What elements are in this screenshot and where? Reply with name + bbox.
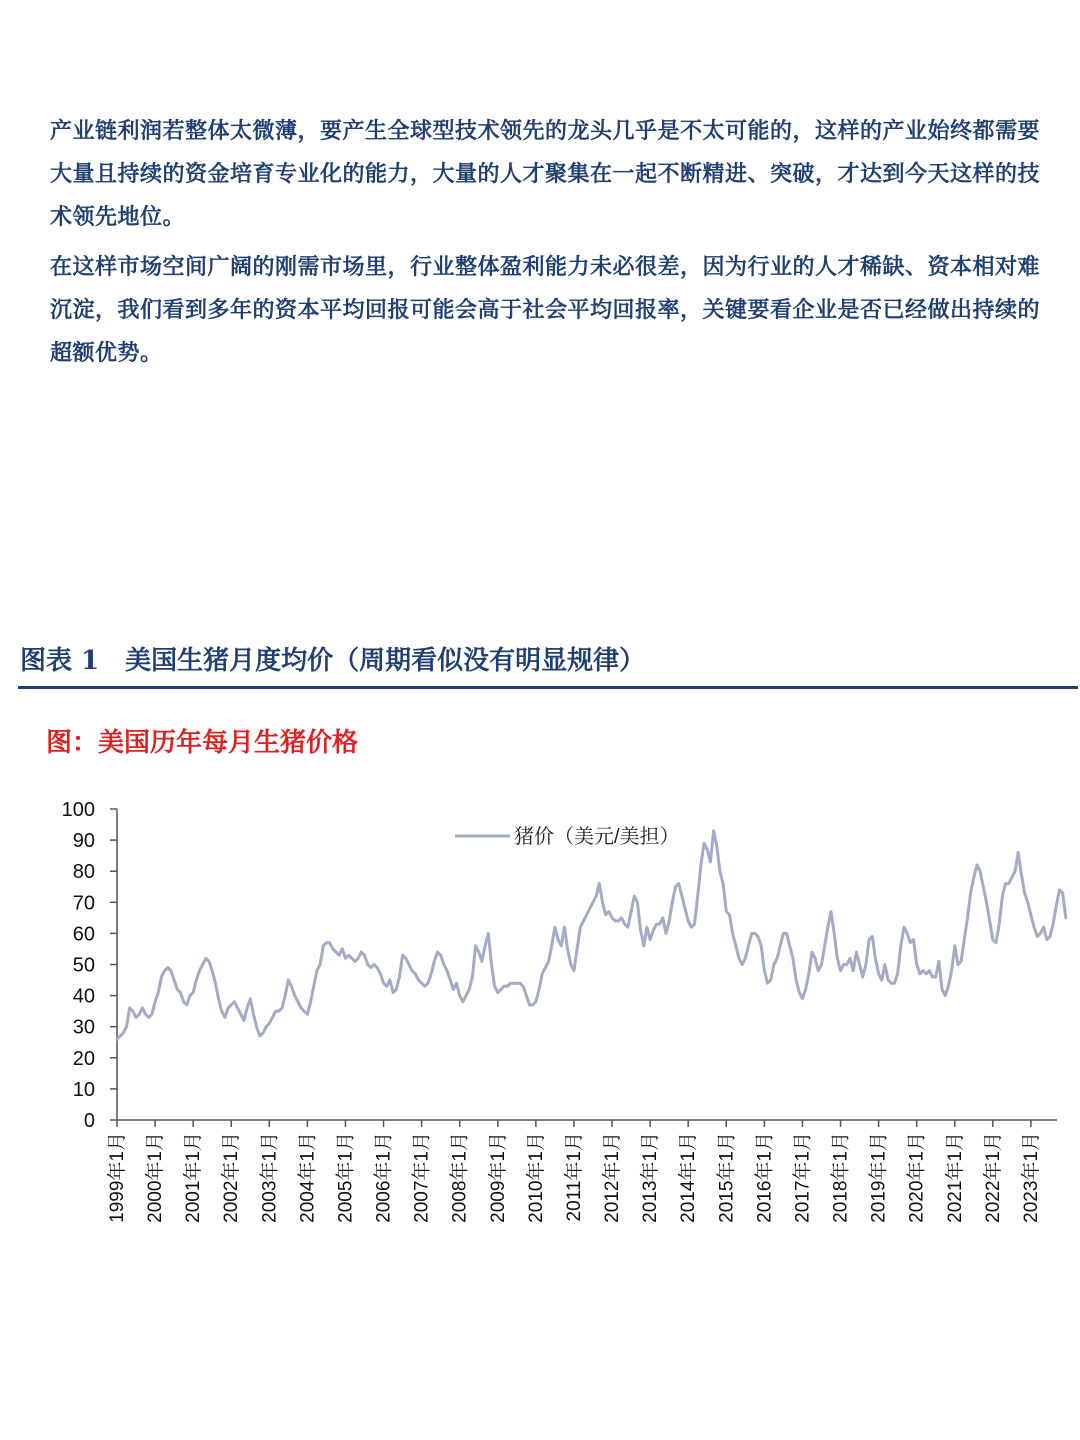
x-axis xyxy=(106,1120,1057,1223)
y-tick-label: 90 xyxy=(72,830,95,853)
x-tick-label: 2000年1月 xyxy=(145,1132,167,1223)
y-axis xyxy=(62,799,117,1132)
y-tick-label: 40 xyxy=(72,985,95,1008)
chart-subtitle: 图：美国历年每月生猪价格 xyxy=(46,728,359,758)
x-tick-label: 2001年1月 xyxy=(183,1132,205,1223)
x-tick-label: 2012年1月 xyxy=(602,1132,624,1223)
series-layer xyxy=(117,831,1066,1039)
legend-label: 猪价（美元/美担） xyxy=(514,826,680,848)
y-tick-label: 0 xyxy=(83,1110,95,1132)
x-tick-label: 2005年1月 xyxy=(335,1132,357,1223)
x-tick-label: 1999年1月 xyxy=(107,1132,128,1223)
x-tick-label: 2010年1月 xyxy=(525,1132,547,1223)
x-tick-label: 2009年1月 xyxy=(487,1132,509,1223)
x-tick-label: 2006年1月 xyxy=(373,1132,395,1223)
y-tick-label: 60 xyxy=(72,923,95,946)
price-line-chart xyxy=(0,780,1080,1280)
y-tick-label: 10 xyxy=(72,1078,95,1101)
y-tick-label: 20 xyxy=(72,1047,95,1070)
legend xyxy=(455,825,680,848)
x-tick-label: 2008年1月 xyxy=(449,1132,471,1223)
series-line-hog-price xyxy=(117,831,1066,1039)
x-tick-label: 2018年1月 xyxy=(830,1132,852,1223)
x-tick-label: 2014年1月 xyxy=(678,1132,700,1223)
x-tick-label: 2013年1月 xyxy=(640,1132,662,1223)
body-paragraph-1: 产业链利润若整体太微薄，要产生全球型技术领先的龙头几乎是不太可能的，这样的产业始终都需要大量且持续的资金培育专业化的能力，大量的人才聚集在一起不断精进、突破，才达到今天这样的技术领先地位。 xyxy=(50,118,1041,230)
body-paragraph-2: 在这样市场空间广阔的刚需市场里，行业整体盈利能力未必很差，因为行业的人才稀缺、资本相对难沉淀，我们看到多年的资本平均回报可能会高于社会平均回报率，关键要看企业是否已经做出持续的超额优势。 xyxy=(50,254,1041,366)
x-tick-label: 2023年1月 xyxy=(1020,1132,1042,1223)
y-tick-label: 100 xyxy=(61,799,95,821)
y-tick-label: 50 xyxy=(72,954,95,977)
x-tick-label: 2002年1月 xyxy=(221,1132,243,1223)
x-tick-label: 2003年1月 xyxy=(259,1132,281,1223)
x-tick-label: 2021年1月 xyxy=(944,1132,966,1223)
x-tick-label: 2016年1月 xyxy=(754,1132,776,1223)
x-tick-label: 2004年1月 xyxy=(297,1132,319,1223)
figure-number: 图表 1 xyxy=(20,646,100,676)
caption-divider xyxy=(18,686,1078,689)
y-tick-label: 80 xyxy=(72,861,95,884)
x-tick-label: 2007年1月 xyxy=(411,1132,433,1223)
x-tick-label: 2022年1月 xyxy=(982,1132,1004,1223)
x-tick-label: 2017年1月 xyxy=(792,1132,814,1223)
x-tick-label: 2020年1月 xyxy=(906,1132,928,1223)
figure-caption xyxy=(20,640,645,677)
figure-caption-text: 美国生猪月度均价（周期看似没有明显规律） xyxy=(125,646,646,676)
x-tick-label: 2019年1月 xyxy=(868,1132,890,1223)
y-tick-label: 30 xyxy=(72,1016,95,1039)
y-tick-label: 70 xyxy=(72,892,95,915)
x-tick-label: 2015年1月 xyxy=(716,1132,738,1223)
x-tick-label: 2011年1月 xyxy=(563,1132,585,1222)
